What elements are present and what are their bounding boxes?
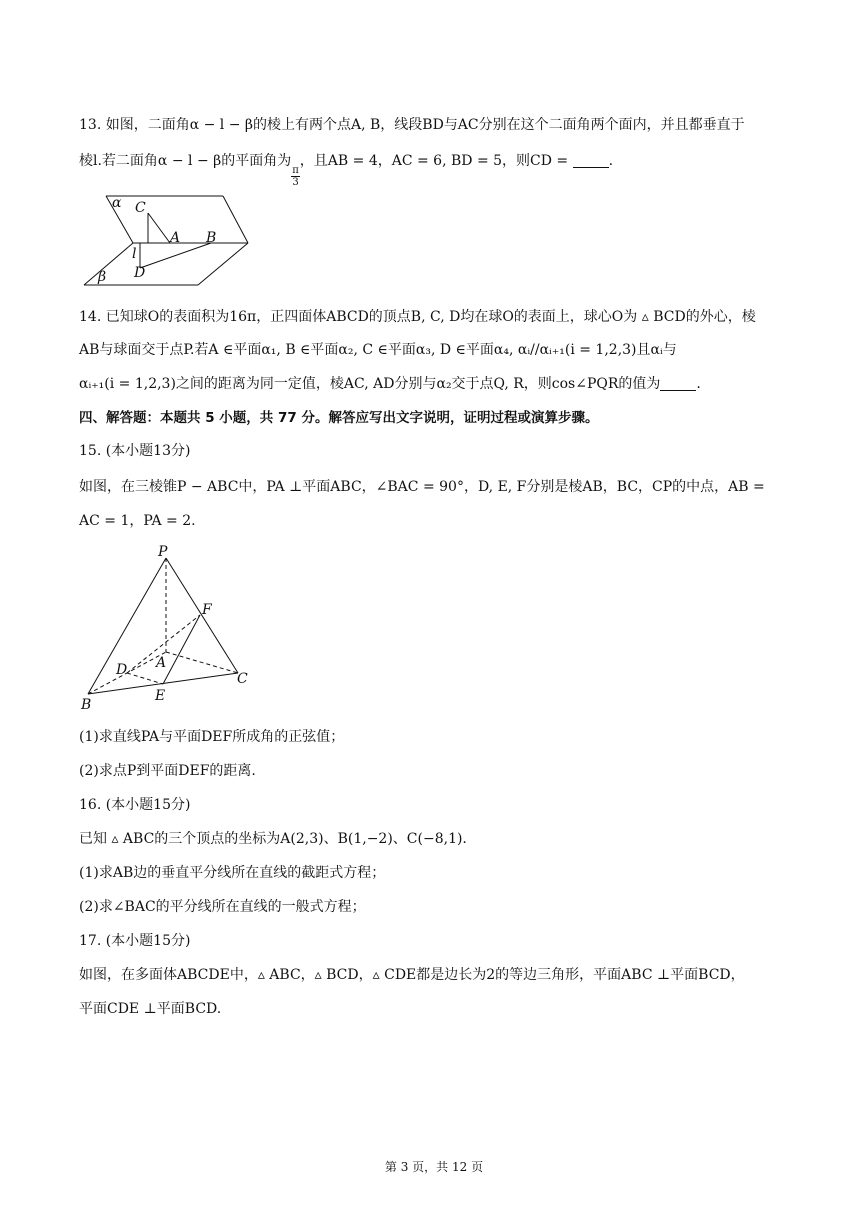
page-footer: 第 3 页，共 12 页 bbox=[384, 1160, 484, 1174]
q15-title: 15. (本小题13分) bbox=[79, 443, 191, 459]
q17-line1: 如图，在多面体ABCDE中，▵ ABC，▵ BCD，▵ CDE都是边长为2的等边三角形，平面ABC ⊥平面BCD， bbox=[79, 967, 745, 983]
q14-line1: 14. 已知球O的表面积为16π，正四面体ABCD的顶点B, C, D均在球O的表面上，球心O为 ▵ BCD的外心，棱 bbox=[79, 309, 756, 325]
fraction-numerator: π bbox=[292, 165, 299, 176]
label-E: E bbox=[155, 688, 166, 704]
label-C: C bbox=[237, 671, 248, 687]
label-l: l bbox=[132, 246, 137, 262]
q16-line1: 已知 ▵ ABC的三个顶点的坐标为A(2,3)、B(1,−2)、C(−8,1). bbox=[79, 831, 467, 847]
q13-line1: 13. 如图，二面角α − l − β的棱上有两个点A, B，线段BD与AC分别在这个二面角两个面内，并且都垂直于 bbox=[79, 117, 745, 133]
q14-line3 bbox=[79, 374, 799, 394]
label-C: C bbox=[135, 200, 146, 216]
q15-line2: AC = 1，PA = 2. bbox=[79, 513, 196, 529]
fraction-denominator: 3 bbox=[292, 177, 299, 188]
q16-title: 16. (本小题15分) bbox=[79, 797, 191, 813]
label-P: P bbox=[158, 544, 168, 560]
q13-line2-a: 棱l.若二面角α − l − β的平面角为 bbox=[79, 153, 292, 169]
q13-fraction bbox=[291, 165, 300, 188]
label-D: D bbox=[116, 662, 128, 678]
section-heading: 四、解答题：本题共 5 小题，共 77 分。解答应写出文字说明，证明过程或演算步骤。 bbox=[79, 410, 599, 426]
label-beta: β bbox=[98, 269, 107, 285]
q17-title: 17. (本小题15分) bbox=[79, 933, 191, 949]
q15-line1: 如图，在三棱锥P − ABC中，PA ⊥平面ABC，∠BAC = 90°，D, E, F分别是棱AB，BC，CP的中点，AB = bbox=[79, 479, 765, 495]
q13-line2-b: ，且AB = 4，AC = 6, BD = 5，则CD = bbox=[299, 153, 569, 169]
q14-answer-blank bbox=[660, 376, 696, 391]
q15-part1: (1)求直线PA与平面DEF所成角的正弦值； bbox=[79, 729, 345, 745]
q13-period: . bbox=[608, 153, 614, 169]
q14-line2: AB与球面交于点P.若A ∈平面α₁, B ∈平面α₂, C ∈平面α₃, D ∈平面α₄, αᵢ//αᵢ₊₁(i = 1,2,3)且αᵢ与 bbox=[79, 342, 677, 358]
q16-part2: (2)求∠BAC的平分线所在直线的一般式方程； bbox=[79, 899, 366, 915]
q15-pyramid-figure bbox=[78, 543, 258, 713]
q17-line2: 平面CDE ⊥平面BCD. bbox=[79, 1001, 222, 1017]
label-A: A bbox=[156, 655, 167, 671]
label-alpha: α bbox=[112, 195, 122, 211]
q14-period: . bbox=[696, 376, 701, 392]
q14-line3-a: αᵢ₊₁(i = 1,2,3)之间的距离为同一定值，棱AC, AD分别与α₂交于点Q, R，则cos∠PQR的值为 bbox=[79, 376, 661, 392]
label-F: F bbox=[202, 602, 212, 618]
label-B: B bbox=[81, 697, 92, 713]
label-B: B bbox=[206, 230, 217, 246]
q13-line2 bbox=[79, 151, 799, 188]
label-D: D bbox=[134, 265, 146, 281]
q15-part2: (2)求点P到平面DEF的距离. bbox=[79, 763, 256, 779]
label-A: A bbox=[170, 230, 181, 246]
q13-answer-blank bbox=[573, 153, 609, 168]
q16-part1: (1)求AB边的垂直平分线所在直线的截距式方程； bbox=[79, 865, 386, 881]
q13-dihedral-figure bbox=[78, 190, 253, 290]
